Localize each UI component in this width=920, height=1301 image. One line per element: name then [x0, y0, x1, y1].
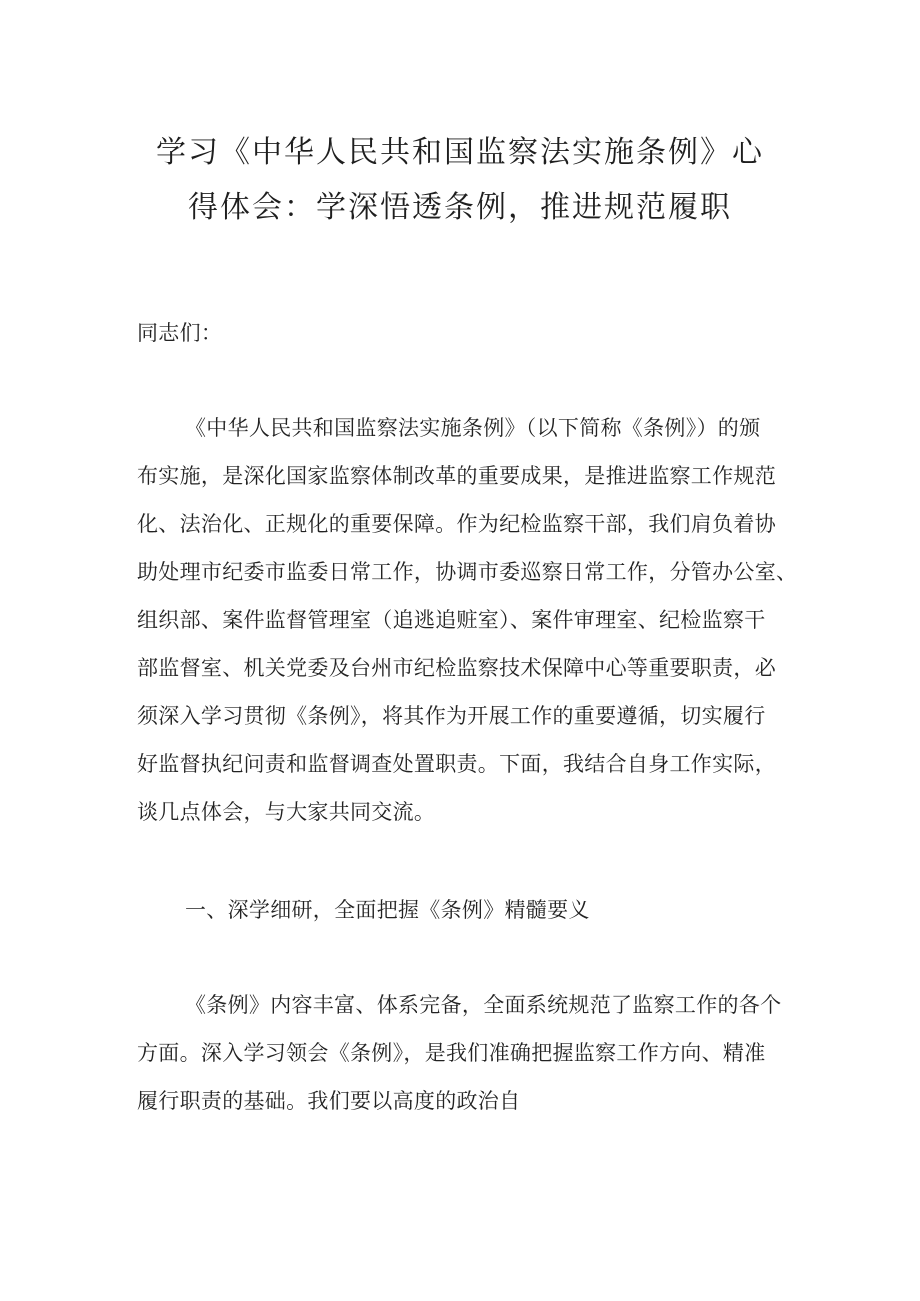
salutation-text: 同志们： [137, 321, 223, 345]
paragraph-line: 化、法治化、正规化的重要保障。作为纪检监察干部，我们肩负着协 [137, 512, 776, 536]
section-heading-text: 一、深学细研，全面把握《条例》精髓要义 [185, 898, 590, 922]
paragraph-line: 方面。深入学习领会《条例》，是我们准确把握监察工作方向、精准 [137, 1041, 766, 1065]
section-paragraph [137, 981, 837, 1125]
title-line: 学习《中华人民共和国监察法实施条例》心 [156, 135, 764, 170]
paragraph-line: 须深入学习贯彻《条例》，将其作为开展工作的重要遵循，切实履行 [137, 704, 766, 728]
intro-paragraph [137, 404, 837, 836]
document-title [0, 125, 920, 235]
paragraph-line: 布实施，是深化国家监察体制改革的重要成果，是推进监察工作规范 [137, 464, 776, 488]
paragraph-line: 《条例》内容丰富、体系完备，全面系统规范了监察工作的各个 [185, 993, 782, 1017]
title-line: 得体会：学深悟透条例，推进规范履职 [188, 190, 732, 225]
paragraph-line: 《中华人民共和国监察法实施条例》（以下简称《条例》）的颁 [185, 416, 761, 440]
paragraph-line: 组织部、案件监督管理室（追逃追赃室）、案件审理室、纪检监察干 [137, 608, 766, 632]
paragraph-line: 好监督执纪问责和监督调查处置职责。下面，我结合自身工作实际， [137, 752, 776, 776]
paragraph-line: 履行职责的基础。我们要以高度的政治自 [137, 1089, 521, 1113]
salutation [137, 309, 837, 357]
paragraph-line: 助处理市纪委市监委日常工作，协调市委巡察日常工作，分管办公室、 [137, 560, 798, 584]
paragraph-line: 部监督室、机关党委及台州市纪检监察技术保障中心等重要职责，必 [137, 656, 776, 680]
paragraph-line: 谈几点体会，与大家共同交流。 [137, 800, 436, 824]
section-heading [137, 886, 837, 934]
